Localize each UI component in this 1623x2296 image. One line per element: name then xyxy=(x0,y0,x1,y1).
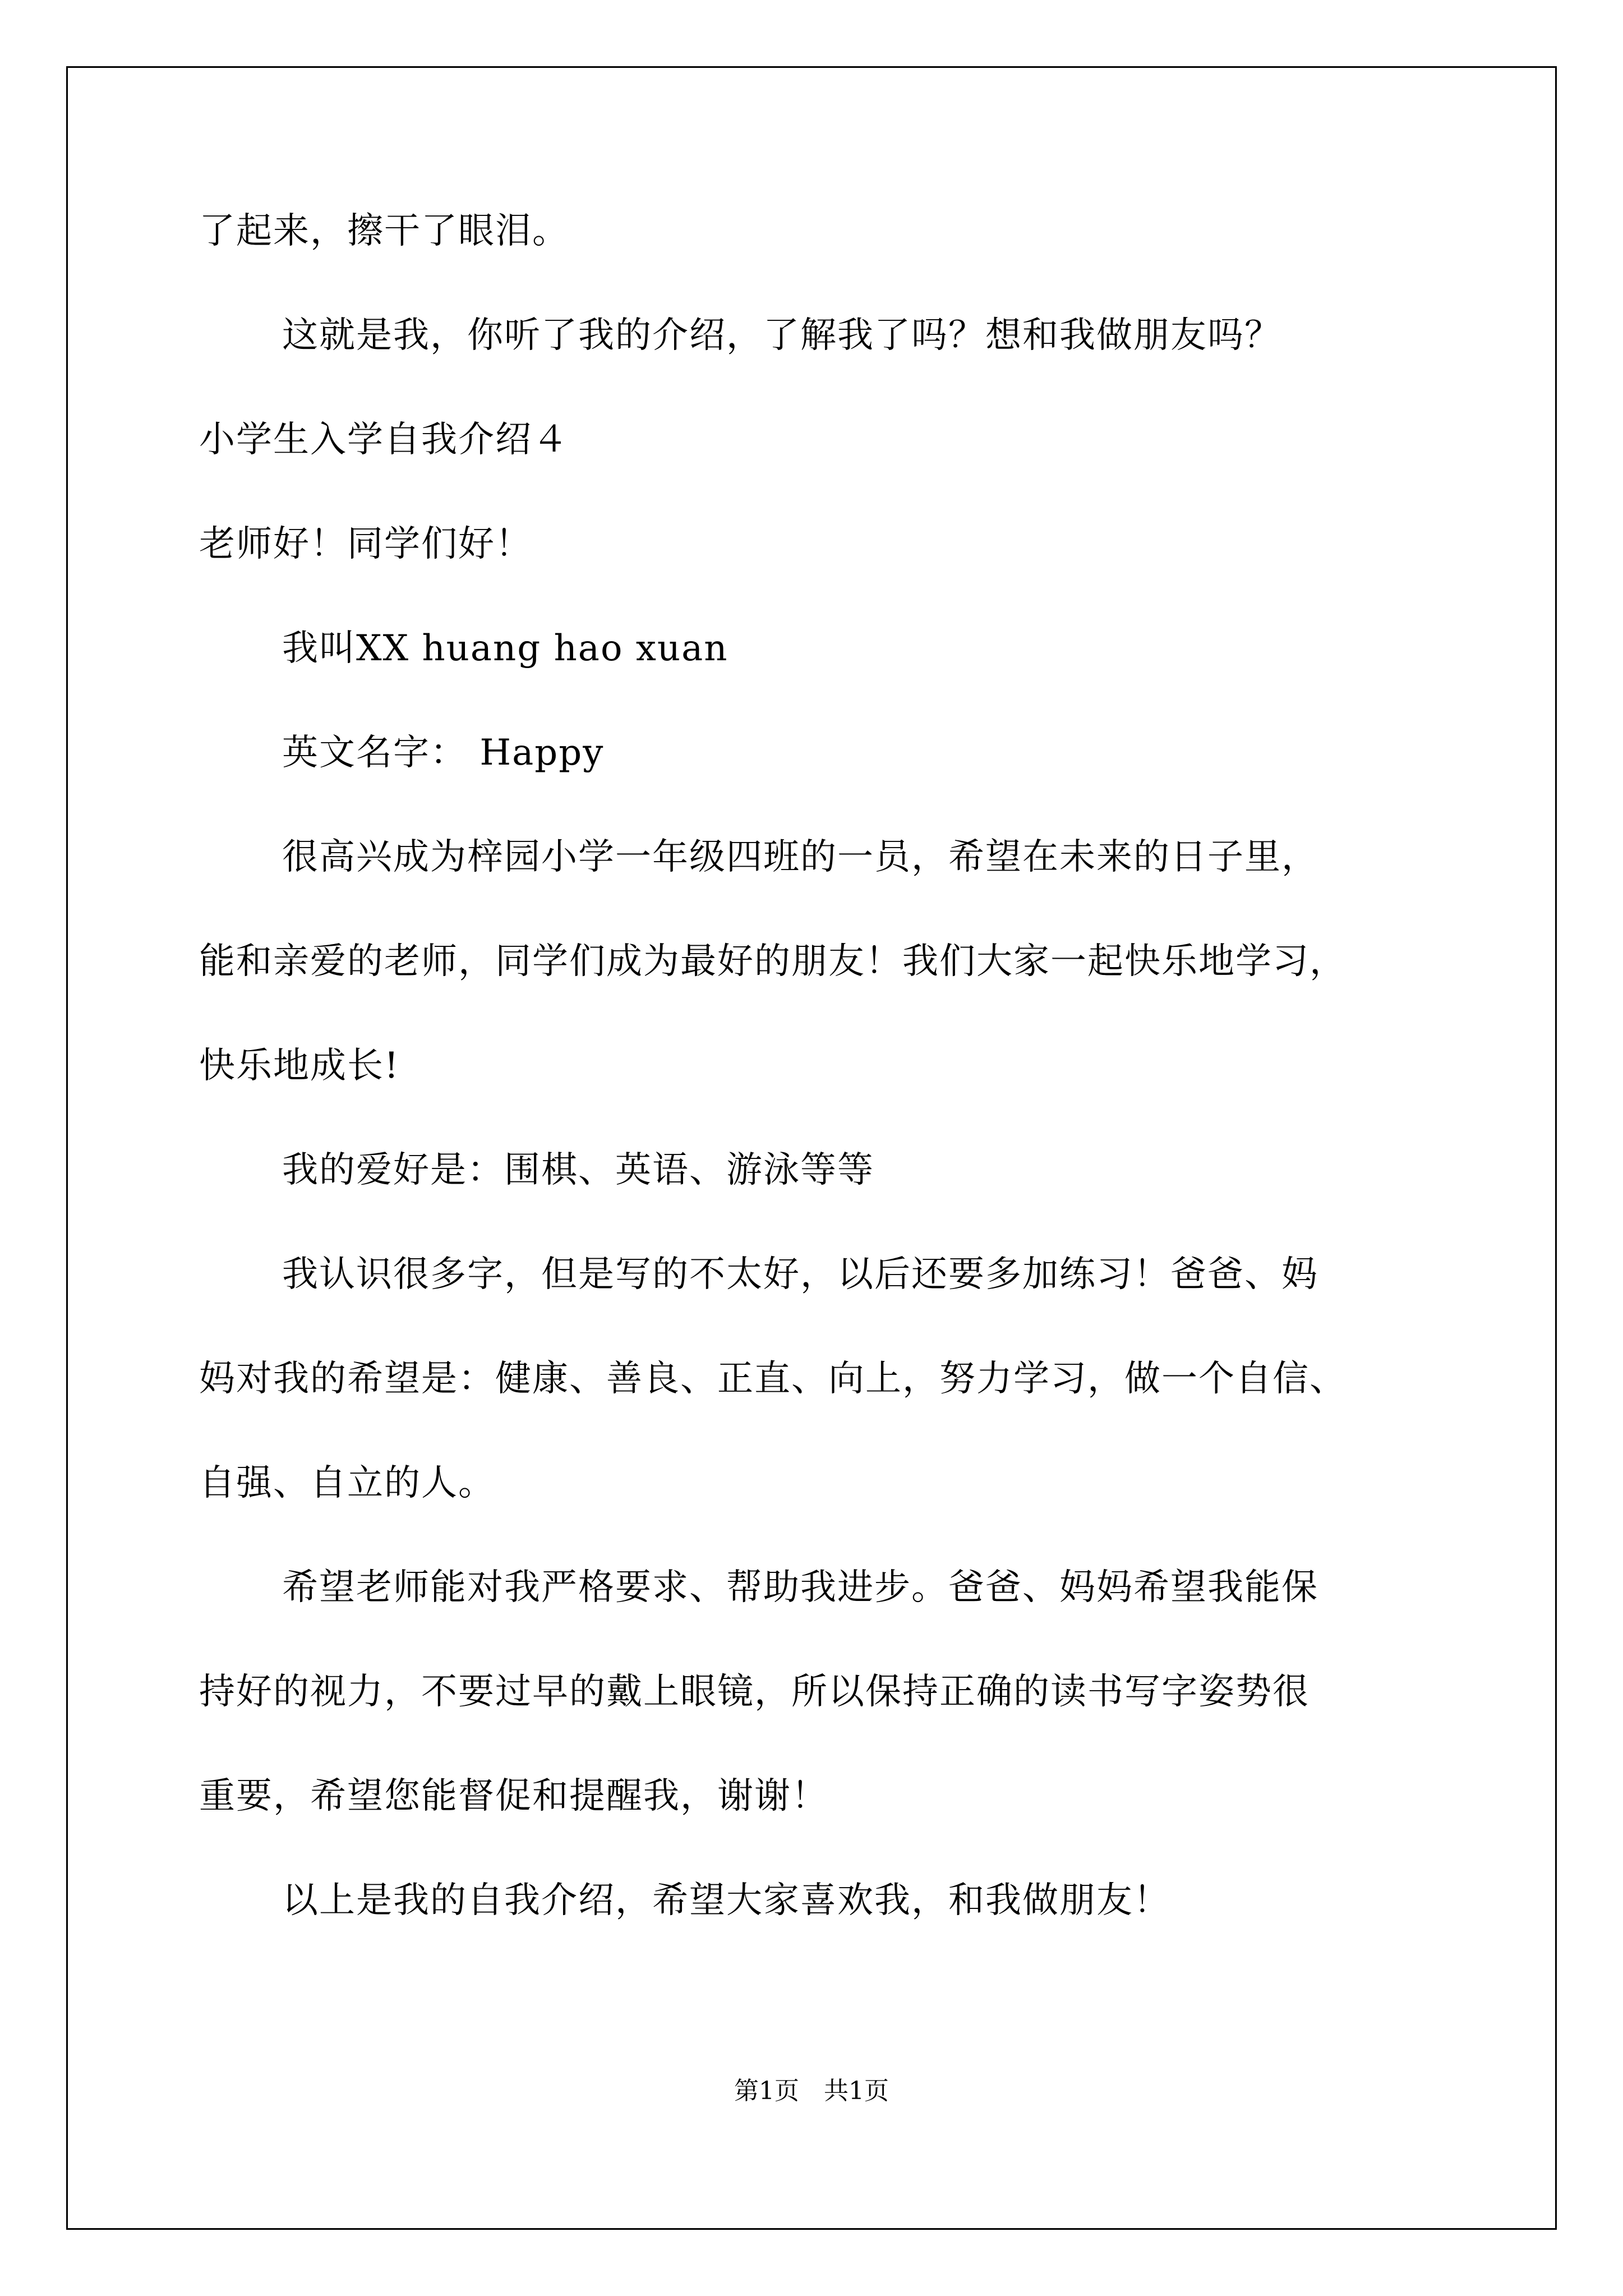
text-line: 很高兴成为梓园小学一年级四班的一员，希望在未来的日子里， xyxy=(282,836,1318,878)
text-line: 这就是我，你听了我的介绍，了解我了吗？想和我做朋友吗？ xyxy=(282,315,1281,356)
text-line: 自强、自立的人。 xyxy=(199,1462,495,1504)
text-line: 妈对我的希望是：健康、善良、正直、向上，努力学习，做一个自信、 xyxy=(199,1358,1347,1400)
text-line: 了起来，擦干了眼泪。 xyxy=(199,210,569,252)
text-line: 持好的视力，不要过早的戴上眼镜，所以保持正确的读书写字姿势很 xyxy=(199,1671,1310,1713)
text-line: 以上是我的自我介绍，希望大家喜欢我，和我做朋友！ xyxy=(282,1880,1170,1921)
text-line: 快乐地成长! xyxy=(199,1045,400,1087)
text-line: 英文名字： Happy xyxy=(282,732,605,774)
text-line: 老师好！同学们好！ xyxy=(199,523,532,565)
section-heading: 小学生入学自我介绍４ xyxy=(199,419,569,461)
text-line: 我叫XX huang hao xuan xyxy=(282,628,728,669)
text-line: 重要，希望您能督促和提醒我，谢谢！ xyxy=(199,1775,828,1817)
page-number-footer: 第1页 共1页 xyxy=(734,2077,889,2105)
text-line: 我的爱好是：围棋、英语、游泳等等 xyxy=(282,1149,874,1191)
text-line: 希望老师能对我严格要求、帮助我进步。爸爸、妈妈希望我能保 xyxy=(282,1567,1318,1608)
text-line: 能和亲爱的老师，同学们成为最好的朋友！我们大家一起快乐地学习， xyxy=(199,941,1347,982)
text-line: 我认识很多字，但是写的不太好，以后还要多加练习！爸爸、妈 xyxy=(282,1254,1318,1295)
